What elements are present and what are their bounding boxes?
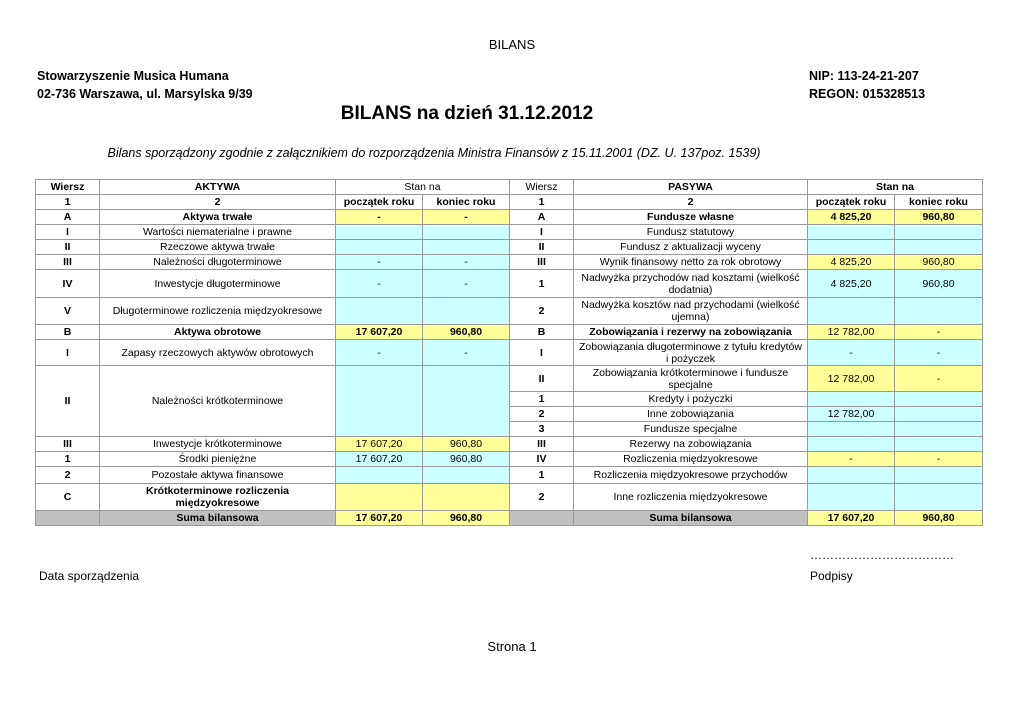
row-number: B bbox=[36, 325, 100, 340]
header-cell: koniec roku bbox=[895, 195, 983, 210]
row-label: Zobowiązania krótkoterminowe i fundusze specjalne bbox=[574, 366, 808, 392]
header-cell: Wiersz bbox=[36, 180, 100, 195]
value-cell: 17 607,20 bbox=[336, 437, 423, 452]
table-header-row bbox=[36, 180, 983, 195]
row-label: Kredyty i pożyczki bbox=[574, 392, 808, 407]
row-label: Aktywa trwałe bbox=[100, 210, 336, 225]
value-cell bbox=[895, 437, 983, 452]
value-cell bbox=[895, 240, 983, 255]
header-cell: koniec roku bbox=[423, 195, 510, 210]
row-number: 2 bbox=[36, 467, 100, 484]
row-label: Zobowiązania długoterminowe z tytułu kredytów i pożyczek bbox=[574, 340, 808, 366]
value-cell: 12 782,00 bbox=[808, 366, 895, 392]
organization-address: 02-736 Warszawa, ul. Marsylska 9/39 bbox=[37, 87, 253, 101]
row-number: C bbox=[36, 484, 100, 511]
sum-cell bbox=[510, 511, 574, 526]
sum-label: Suma bilansowa bbox=[574, 511, 808, 526]
row-number: B bbox=[510, 325, 574, 340]
row-label: Należności długoterminowe bbox=[100, 255, 336, 270]
row-label: Rozliczenia międzyokresowe bbox=[574, 452, 808, 467]
row-label: Inne rozliczenia międzyokresowe bbox=[574, 484, 808, 511]
row-number: I bbox=[510, 225, 574, 240]
table-row bbox=[36, 366, 983, 392]
value-cell bbox=[895, 407, 983, 422]
header-label: BILANS bbox=[488, 37, 536, 52]
sum-value: 17 607,20 bbox=[336, 511, 423, 526]
value-cell bbox=[895, 422, 983, 437]
row-number: 3 bbox=[510, 422, 574, 437]
table-row bbox=[36, 340, 983, 366]
row-label: Fundusze własne bbox=[574, 210, 808, 225]
nip-number: NIP: 113-24-21-207 bbox=[809, 69, 919, 83]
table-header-row bbox=[36, 195, 983, 210]
value-cell bbox=[808, 240, 895, 255]
value-cell bbox=[336, 484, 423, 511]
row-label: Rozliczenia międzyokresowe przychodów bbox=[574, 467, 808, 484]
sum-value: 17 607,20 bbox=[808, 511, 895, 526]
value-cell bbox=[808, 392, 895, 407]
sum-cell bbox=[36, 511, 100, 526]
sum-row bbox=[36, 511, 983, 526]
value-cell: - bbox=[895, 340, 983, 366]
table-row bbox=[36, 452, 983, 467]
value-cell: 12 782,00 bbox=[808, 325, 895, 340]
row-number: 2 bbox=[510, 298, 574, 325]
row-number: II bbox=[36, 240, 100, 255]
value-cell bbox=[808, 298, 895, 325]
row-number: I bbox=[36, 340, 100, 366]
row-label: Wynik finansowy netto za rok obrotowy bbox=[574, 255, 808, 270]
row-number: III bbox=[36, 437, 100, 452]
value-cell bbox=[423, 298, 510, 325]
row-number: 1 bbox=[510, 467, 574, 484]
value-cell: 960,80 bbox=[423, 452, 510, 467]
value-cell: 17 607,20 bbox=[336, 452, 423, 467]
header-cell: 2 bbox=[100, 195, 336, 210]
row-number: 1 bbox=[36, 452, 100, 467]
value-cell bbox=[336, 240, 423, 255]
header-cell: Stan na bbox=[808, 180, 983, 195]
row-number: 1 bbox=[510, 392, 574, 407]
organization-name: Stowarzyszenie Musica Humana bbox=[37, 69, 229, 83]
row-label: Fundusze specjalne bbox=[574, 422, 808, 437]
row-number: III bbox=[36, 255, 100, 270]
value-cell bbox=[336, 467, 423, 484]
value-cell bbox=[336, 366, 423, 437]
table-row bbox=[36, 467, 983, 484]
value-cell: - bbox=[423, 340, 510, 366]
row-label: Długoterminowe rozliczenia międzyokresowe bbox=[100, 298, 336, 325]
value-cell bbox=[808, 225, 895, 240]
row-label: Rzeczowe aktywa trwałe bbox=[100, 240, 336, 255]
row-label: Aktywa obrotowe bbox=[100, 325, 336, 340]
signature-line: ……………………………… bbox=[810, 548, 954, 562]
table-row bbox=[36, 484, 983, 511]
regon-number: REGON: 015328513 bbox=[809, 87, 926, 101]
date-label: Data sporządzenia bbox=[39, 569, 140, 583]
sum-value: 960,80 bbox=[423, 511, 510, 526]
row-number: A bbox=[36, 210, 100, 225]
value-cell bbox=[895, 392, 983, 407]
value-cell: - bbox=[336, 255, 423, 270]
value-cell bbox=[808, 437, 895, 452]
value-cell bbox=[336, 298, 423, 325]
value-cell bbox=[895, 467, 983, 484]
value-cell: - bbox=[336, 340, 423, 366]
row-label: Nadwyżka kosztów nad przychodami (wielkość ujemna) bbox=[574, 298, 808, 325]
value-cell: - bbox=[423, 270, 510, 298]
header-cell: 1 bbox=[510, 195, 574, 210]
sum-value: 960,80 bbox=[895, 511, 983, 526]
table-row bbox=[36, 437, 983, 452]
value-cell: 4 825,20 bbox=[808, 270, 895, 298]
row-number: 2 bbox=[510, 407, 574, 422]
value-cell: - bbox=[895, 452, 983, 467]
row-label: Inwestycje krótkoterminowe bbox=[100, 437, 336, 452]
row-number: III bbox=[510, 255, 574, 270]
value-cell: 4 825,20 bbox=[808, 210, 895, 225]
value-cell: - bbox=[808, 340, 895, 366]
header-cell: PASYWA bbox=[574, 180, 808, 195]
header-cell: 1 bbox=[36, 195, 100, 210]
header-cell: Stan na bbox=[336, 180, 510, 195]
row-number: III bbox=[510, 437, 574, 452]
value-cell: - bbox=[336, 210, 423, 225]
value-cell: 17 607,20 bbox=[336, 325, 423, 340]
value-cell bbox=[808, 422, 895, 437]
row-label: Zapasy rzeczowych aktywów obrotowych bbox=[100, 340, 336, 366]
value-cell: 12 782,00 bbox=[808, 407, 895, 422]
value-cell bbox=[808, 467, 895, 484]
row-number: V bbox=[36, 298, 100, 325]
table-row bbox=[36, 325, 983, 340]
value-cell: 960,80 bbox=[895, 255, 983, 270]
row-label: Fundusz z aktualizacji wyceny bbox=[574, 240, 808, 255]
header-cell: Wiersz bbox=[510, 180, 574, 195]
value-cell bbox=[423, 366, 510, 437]
value-cell bbox=[895, 225, 983, 240]
value-cell: - bbox=[336, 270, 423, 298]
row-number: IV bbox=[510, 452, 574, 467]
row-label: Nadwyżka przychodów nad kosztami (wielkość dodatnia) bbox=[574, 270, 808, 298]
value-cell: 4 825,20 bbox=[808, 255, 895, 270]
header-cell: AKTYWA bbox=[100, 180, 336, 195]
row-number: II bbox=[36, 366, 100, 437]
value-cell bbox=[423, 225, 510, 240]
value-cell bbox=[423, 240, 510, 255]
value-cell bbox=[808, 484, 895, 511]
value-cell: - bbox=[423, 255, 510, 270]
row-label: Zobowiązania i rezerwy na zobowiązania bbox=[574, 325, 808, 340]
document-subtitle: Bilans sporządzony zgodnie z załącznikiem do rozporządzenia Ministra Finansów z 15.11.2001 (DZ. U. 137poz. 1539) bbox=[107, 146, 761, 160]
row-label: Fundusz statutowy bbox=[574, 225, 808, 240]
page-number: Strona 1 bbox=[487, 639, 537, 654]
row-number: II bbox=[510, 366, 574, 392]
row-number: I bbox=[36, 225, 100, 240]
value-cell bbox=[423, 467, 510, 484]
value-cell bbox=[336, 225, 423, 240]
value-cell: - bbox=[895, 366, 983, 392]
row-number: I bbox=[510, 340, 574, 366]
header-cell: początek roku bbox=[336, 195, 423, 210]
value-cell: 960,80 bbox=[895, 270, 983, 298]
value-cell bbox=[895, 298, 983, 325]
row-label: Inne zobowiązania bbox=[574, 407, 808, 422]
row-number: IV bbox=[36, 270, 100, 298]
row-label: Rezerwy na zobowiązania bbox=[574, 437, 808, 452]
signatures-label: Podpisy bbox=[810, 569, 853, 583]
value-cell: - bbox=[808, 452, 895, 467]
balance-sheet-table bbox=[35, 179, 983, 526]
table-row bbox=[36, 270, 983, 298]
value-cell: 960,80 bbox=[423, 325, 510, 340]
row-number: A bbox=[510, 210, 574, 225]
sum-label: Suma bilansowa bbox=[100, 511, 336, 526]
row-number: II bbox=[510, 240, 574, 255]
header-cell: początek roku bbox=[808, 195, 895, 210]
document-title: BILANS na dzień 31.12.2012 bbox=[340, 103, 594, 124]
table-row bbox=[36, 210, 983, 225]
table-row bbox=[36, 298, 983, 325]
row-label: Środki pieniężne bbox=[100, 452, 336, 467]
value-cell bbox=[423, 484, 510, 511]
value-cell: 960,80 bbox=[423, 437, 510, 452]
row-label: Należności krótkoterminowe bbox=[100, 366, 336, 437]
table-row bbox=[36, 225, 983, 240]
table-row bbox=[36, 255, 983, 270]
table-row bbox=[36, 240, 983, 255]
row-label: Inwestycje długoterminowe bbox=[100, 270, 336, 298]
value-cell bbox=[895, 484, 983, 511]
row-number: 2 bbox=[510, 484, 574, 511]
row-label: Pozostałe aktywa finansowe bbox=[100, 467, 336, 484]
row-label: Wartości niematerialne i prawne bbox=[100, 225, 336, 240]
value-cell: - bbox=[423, 210, 510, 225]
row-number: 1 bbox=[510, 270, 574, 298]
row-label: Krótkoterminowe rozliczenia międzyokresowe bbox=[100, 484, 336, 511]
header-cell: 2 bbox=[574, 195, 808, 210]
value-cell: - bbox=[895, 325, 983, 340]
value-cell: 960,80 bbox=[895, 210, 983, 225]
